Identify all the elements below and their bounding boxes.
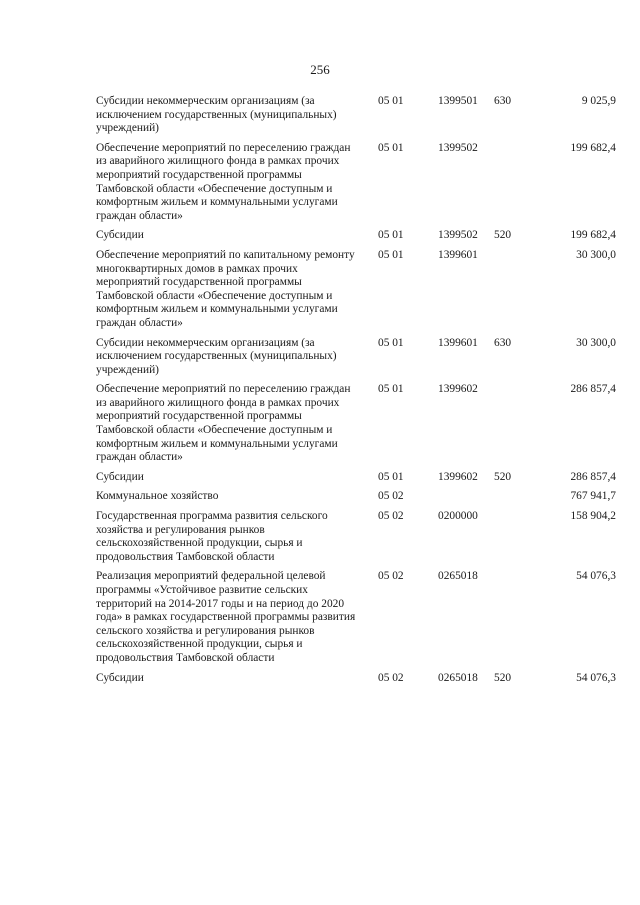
table-row xyxy=(96,229,616,243)
row-name: Коммунальное хозяйство xyxy=(96,490,219,503)
row-sum: 54 076,3 xyxy=(576,671,616,684)
row-sum: 9 025,9 xyxy=(581,95,616,107)
table-row xyxy=(96,471,616,485)
row-type: 630 xyxy=(494,95,512,107)
row-section: 05 01 xyxy=(378,336,404,349)
row-name: Реализация мероприятий федеральной целевой программы «Устойчивое развитие сельских территорий на 2014-2017 годы и на период до 2020 года» в рамках государственной программы развития сельского хозяйства и регулирования рынков сельскохозяйственной продукции, сырья и продовольствия Тамбовской области xyxy=(96,570,356,664)
row-section: 05 01 xyxy=(378,383,404,396)
row-sum: 158 904,2 xyxy=(570,510,616,523)
row-sum: 199 682,4 xyxy=(570,229,616,242)
row-type: 520 xyxy=(494,671,512,684)
row-type: 520 xyxy=(494,470,512,483)
row-sum: 54 076,3 xyxy=(576,570,616,583)
row-name: Обеспечение мероприятий по капитальному ремонту многоквартирных домов в рамках прочих мероприятий государственной программы Тамбовской области «Обеспечение доступным и комфортным жильем и коммунальными услугами граждан области» xyxy=(96,248,355,329)
row-section: 05 02 xyxy=(378,570,404,583)
row-target: 1399602 xyxy=(438,383,478,396)
row-section: 05 01 xyxy=(378,248,404,261)
row-name: Государственная программа развития сельского хозяйства и регулирования рынков сельскохозяйственной продукции, сырья и продовольствия Тамбовской области xyxy=(96,510,328,563)
row-sum: 30 300,0 xyxy=(576,248,616,261)
row-target: 0265018 xyxy=(438,570,478,583)
row-section: 05 01 xyxy=(378,95,404,107)
table-row xyxy=(96,510,616,564)
page-number: 256 xyxy=(310,62,330,77)
table-row xyxy=(96,249,616,331)
row-sum: 199 682,4 xyxy=(570,141,616,154)
budget-table xyxy=(96,95,616,691)
row-sum: 30 300,0 xyxy=(576,336,616,349)
row-section: 05 01 xyxy=(378,229,404,242)
row-type: 520 xyxy=(494,229,512,242)
row-type: 630 xyxy=(494,336,512,349)
row-name: Субсидии некоммерческим организациям (за исключением государственных (муниципальных) учреждений) xyxy=(96,95,337,135)
row-target: 1399501 xyxy=(438,95,478,107)
row-target: 1399602 xyxy=(438,470,478,483)
row-section: 05 02 xyxy=(378,671,404,684)
row-sum: 286 857,4 xyxy=(570,383,616,396)
row-target: 1399502 xyxy=(438,141,478,154)
table-row xyxy=(96,672,616,686)
table-row xyxy=(96,95,616,136)
row-sum: 767 941,7 xyxy=(570,490,616,503)
row-section: 05 01 xyxy=(378,141,404,154)
row-target: 1399502 xyxy=(438,229,478,242)
table-row xyxy=(96,383,616,465)
table-row xyxy=(96,570,616,665)
table-row xyxy=(96,142,616,224)
table-row xyxy=(96,337,616,378)
row-name: Обеспечение мероприятий по переселению граждан из аварийного жилищного фонда в рамках прочих мероприятий государственной программы Тамбовской области «Обеспечение доступным и комфортным жильем и коммунальными услугами граждан области» xyxy=(96,141,351,222)
row-sum: 286 857,4 xyxy=(570,470,616,483)
row-name: Субсидии xyxy=(96,671,144,684)
row-section: 05 01 xyxy=(378,470,404,483)
table-row xyxy=(96,490,616,504)
row-name: Субсидии xyxy=(96,470,144,483)
row-target: 1399601 xyxy=(438,336,478,349)
row-section: 05 02 xyxy=(378,510,404,523)
row-name: Субсидии xyxy=(96,229,144,242)
row-target: 1399601 xyxy=(438,248,478,261)
row-name: Субсидии некоммерческим организациям (за исключением государственных (муниципальных) учреждений) xyxy=(96,336,337,376)
row-section: 05 02 xyxy=(378,490,404,503)
row-name: Обеспечение мероприятий по переселению граждан из аварийного жилищного фонда в рамках прочих мероприятий государственной программы Тамбовской области «Обеспечение доступным и комфортным жильем и коммунальными услугами граждан области» xyxy=(96,383,351,464)
row-target: 0265018 xyxy=(438,671,478,684)
row-target: 0200000 xyxy=(438,510,478,523)
